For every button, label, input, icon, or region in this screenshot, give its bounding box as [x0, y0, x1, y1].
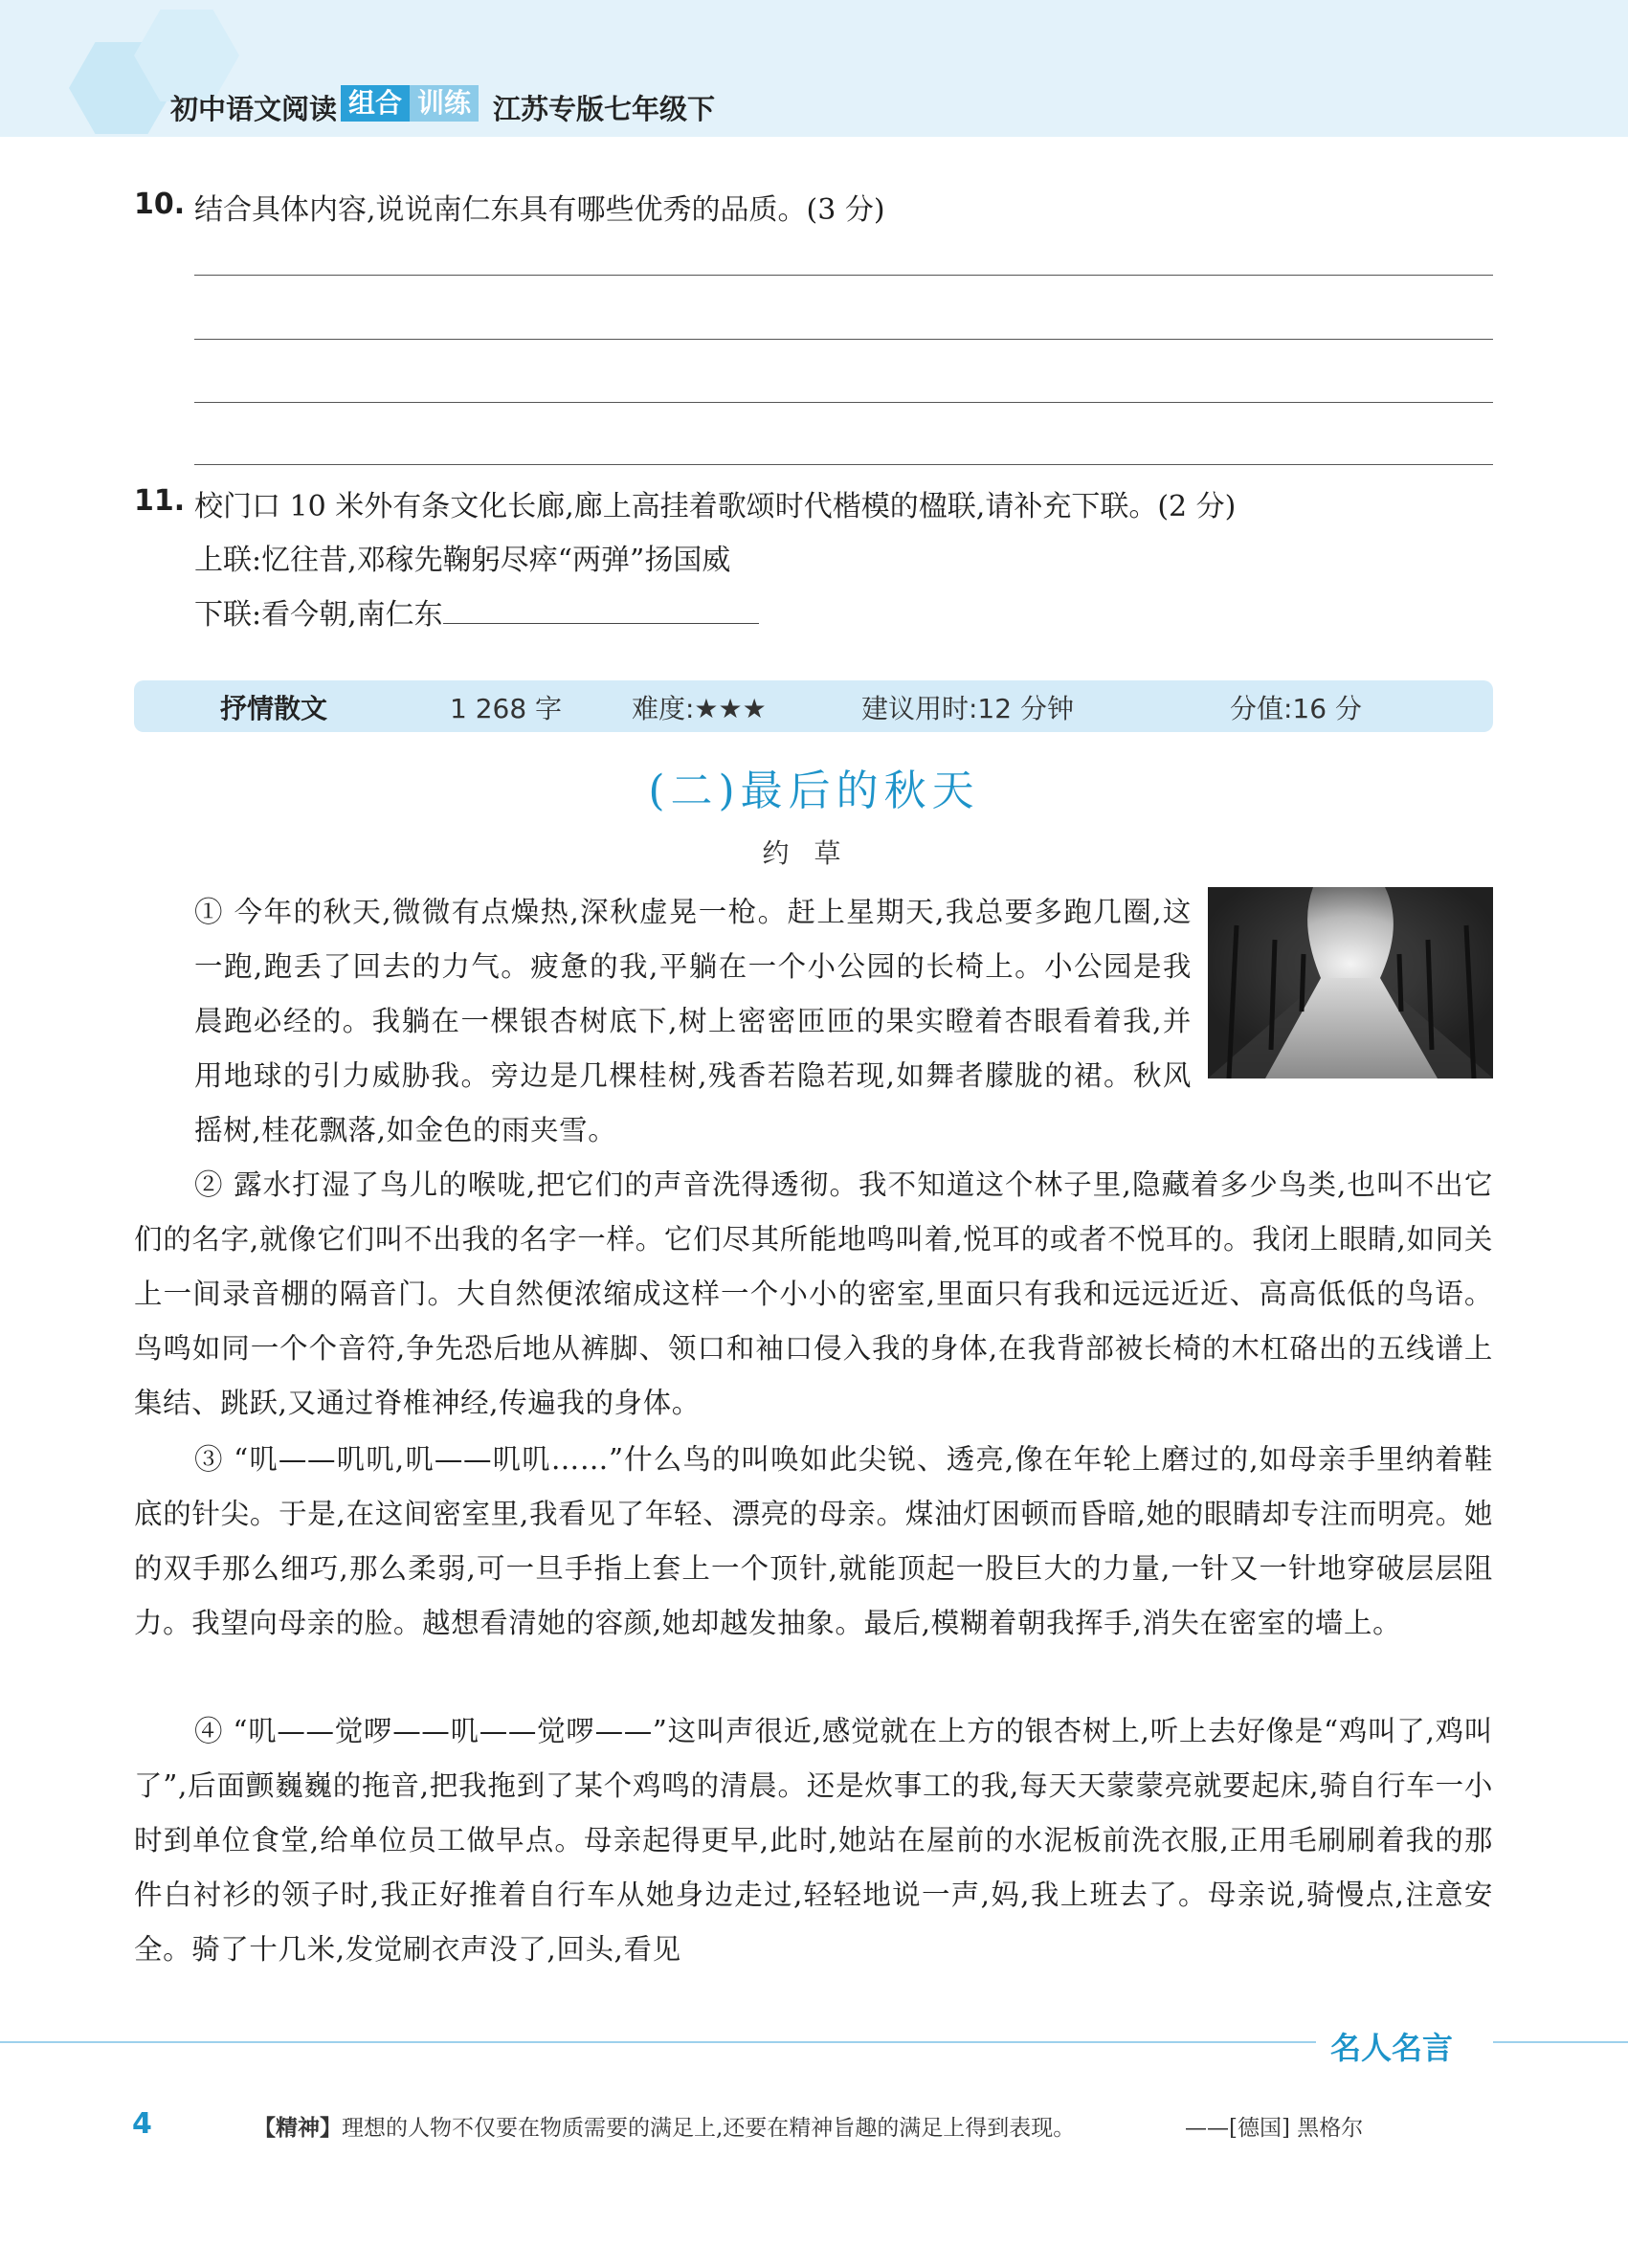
score-value: 分值:16 分	[1230, 693, 1362, 724]
paragraph-2: ② 露水打湿了鸟儿的喉咙,把它们的声音洗得透彻。我不知道这个林子里,隐藏着多少鸟类,也叫不出它们的名字,就像它们叫不出我的名字一样。它们尽其所能地鸣叫着,悦耳的或者不悦耳的。我闭上眼睛,如同关上一间录音棚的隔音门。大自然便浓缩成这样一个小小的密室,里面只有我和远远近近、高高低低的鸟语。鸟鸣如同一个个音符,争先恐后地从裤脚、领口和袖口侵入我的身体,在我背部被长椅的木杠硌出的五线谱上集结、跳跃,又通过脊椎神经,传遍我的身体。	[134, 1168, 1493, 1419]
fill-blank[interactable]	[443, 594, 759, 624]
book-subtitle: 江苏专版七年级下	[493, 93, 716, 125]
word-count: 1 268 字	[450, 693, 563, 724]
footer-divider	[1493, 2041, 1628, 2043]
question-number: 11.	[134, 484, 186, 518]
famous-quotes-label: 名人名言	[1330, 2030, 1454, 2066]
article-author: 约草	[762, 837, 866, 869]
lower-couplet	[194, 590, 759, 633]
suggested-time: 建议用时:12 分钟	[861, 693, 1074, 724]
upper-couplet: 上联:忆往昔,邓稼先鞠躬尽瘁“两弹”扬国威	[194, 544, 731, 577]
answer-line[interactable]	[194, 339, 1493, 340]
question-text: 校门口 10 米外有条文化长廊,廊上高挂着歌颂时代楷模的楹联,请补充下联。(2 分)	[194, 490, 1237, 523]
question-number: 10.	[134, 188, 186, 221]
answer-line[interactable]	[194, 275, 1493, 276]
article-title: (二)最后的秋天	[648, 767, 980, 815]
tree-lined-path-photo	[1208, 887, 1493, 1078]
book-title: 初中语文阅读	[170, 93, 338, 125]
famous-quote	[254, 2110, 1075, 2142]
footer-divider	[0, 2041, 1316, 2043]
header-tag-training: 训练	[410, 85, 479, 122]
genre-label: 抒情散文	[220, 693, 328, 724]
paragraph-3: ③ “叽——叽叽,叽——叽叽……”什么鸟的叫唤如此尖锐、透亮,像在年轮上磨过的,如母亲手里纳着鞋底的针尖。于是,在这间密室里,我看见了年轻、漂亮的母亲。煤油灯困顿而昏暗,她的眼睛却专注而明亮。她的双手那么细巧,那么柔弱,可一旦手指上套上一个顶针,就能顶起一股巨大的力量,一针又一针地穿破层层阻力。我望向母亲的脸。越想看清她的容颜,她却越发抽象。最后,模糊着朝我挥手,消失在密室的墙上。	[134, 1443, 1493, 1639]
question-text: 结合具体内容,说说南仁东具有哪些优秀的品质。(3 分)	[194, 193, 885, 227]
paragraph-1: ① 今年的秋天,微微有点燥热,深秋虚晃一枪。赶上星期天,我总要多跑几圈,这一跑,跑丢了回去的力气。疲惫的我,平躺在一个小公园的长椅上。小公园是我晨跑必经的。我躺在一棵银杏树底下,树上密密匝匝的果实瞪着杏眼看着我,并用地球的引力威胁我。旁边是几棵桂树,残香若隐若现,如舞者朦胧的裙。秋风摇树,桂花飘落,如金色的雨夹雪。	[194, 896, 1192, 1146]
lower-couplet-text: 下联:看今朝,南仁东	[194, 598, 443, 632]
header-tag-combination: 组合	[341, 85, 410, 122]
quote-text: 理想的人物不仅要在物质需要的满足上,还要在精神旨趣的满足上得到表现。	[342, 2116, 1076, 2141]
answer-line[interactable]	[194, 464, 1493, 465]
quote-tag: 【精神】	[254, 2116, 342, 2141]
difficulty-rating: 难度:★★★	[632, 693, 767, 724]
answer-line[interactable]	[194, 402, 1493, 403]
page-number: 4	[132, 2107, 152, 2141]
paragraph-4: ④ “叽——觉啰——叽——觉啰——”这叫声很近,感觉就在上方的银杏树上,听上去好像是“鸡叫了,鸡叫了”,后面颤巍巍的拖音,把我拖到了某个鸡鸣的清晨。还是炊事工的我,每天天蒙蒙亮就要起床,骑自行车一小时到单位食堂,给单位员工做早点。母亲起得更早,此时,她站在屋前的水泥板前洗衣服,正用毛刷刷着我的那件白衬衫的领子时,我正好推着自行车从她身边走过,轻轻地说一声,妈,我上班去了。母亲说,骑慢点,注意安全。骑了十几米,发觉刷衣声没了,回头,看见	[134, 1715, 1493, 1966]
quote-author: ——[德国] 黑格尔	[1185, 2116, 1364, 2141]
